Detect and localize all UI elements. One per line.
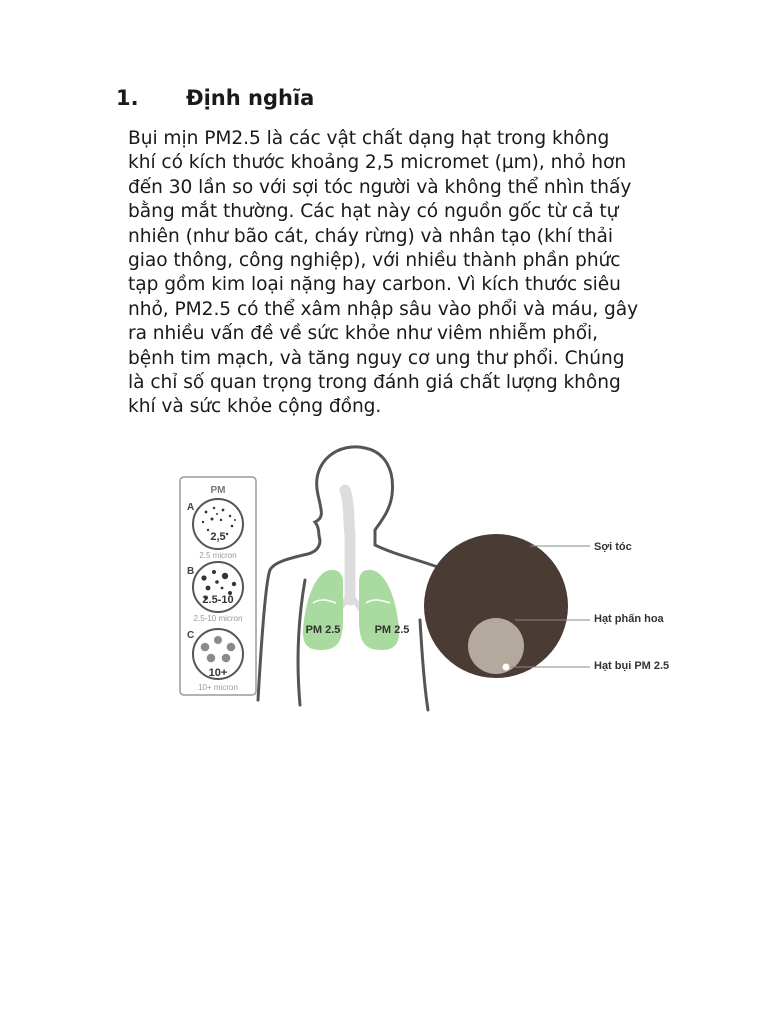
trachea xyxy=(345,490,350,600)
pollen-particle xyxy=(468,618,524,674)
section-number: 1. xyxy=(116,86,139,110)
item-b-letter: B xyxy=(187,566,195,577)
pm-size-panel xyxy=(180,477,256,695)
paragraph-line: nhiên (như bão cát, cháy rừng) và nhân tạo (khí thải xyxy=(128,225,613,247)
pollen-label: Hạt phấn hoa xyxy=(594,613,664,625)
dust-label: Hạt bụi PM 2.5 xyxy=(594,660,670,672)
paragraph-line: bệnh tim mạch, và tăng nguy cơ ung thư phổi. Chúng xyxy=(128,347,625,369)
section-heading xyxy=(116,86,314,110)
paragraph-line: khí và sức khỏe cộng đồng. xyxy=(128,396,382,418)
item-c-value: 10+ xyxy=(208,667,228,679)
paragraph-line: giao thông, công nghiệp), với nhiều thành phần phức xyxy=(128,250,621,272)
left-lung xyxy=(303,570,343,650)
item-c-caption: 10+ micron xyxy=(198,683,238,692)
pm25-dust-particle xyxy=(503,664,510,671)
pm25-illustration xyxy=(170,440,710,740)
hair-label: Sợi tóc xyxy=(594,541,632,553)
paragraph-line: bằng mắt thường. Các hạt này có nguồn gốc từ cả tự xyxy=(128,201,619,223)
definition-paragraph xyxy=(128,127,708,420)
paragraph-line: đến 30 lần so với sợi tóc người và không thể nhìn thấy xyxy=(128,176,632,198)
section-title: Định nghĩa xyxy=(186,86,315,110)
paragraph-line: ra nhiều vấn đề về sức khỏe như viêm nhiễm phổi, xyxy=(128,323,599,345)
paragraph-line: là chỉ số quan trọng trong đánh giá chất lượng không xyxy=(128,372,621,394)
right-lung xyxy=(359,570,399,650)
paragraph-line: Bụi mịn PM2.5 là các vật chất dạng hạt trong không xyxy=(128,128,610,149)
item-b-value: 2.5-10 xyxy=(202,594,234,606)
item-c-letter: C xyxy=(187,630,195,641)
paragraph-line: nhỏ, PM2.5 có thể xâm nhập sâu vào phổi và máu, gây xyxy=(128,298,639,320)
paragraph-line: tạp gồm kim loại nặng hay carbon. Vì kích thước siêu xyxy=(128,274,621,296)
paragraph-line: khí có kích thước khoảng 2,5 micromet (µm), nhỏ hơn xyxy=(128,152,627,174)
item-a-caption: 2.5 micron xyxy=(199,551,237,560)
item-a-value: 2,5 xyxy=(210,531,226,543)
right-lung-label: PM 2.5 xyxy=(374,624,410,636)
panel-title: PM xyxy=(210,485,226,496)
item-b-caption: 2.5-10 micron xyxy=(193,614,243,623)
left-lung-label: PM 2.5 xyxy=(305,624,341,636)
item-a-letter: A xyxy=(187,502,195,513)
